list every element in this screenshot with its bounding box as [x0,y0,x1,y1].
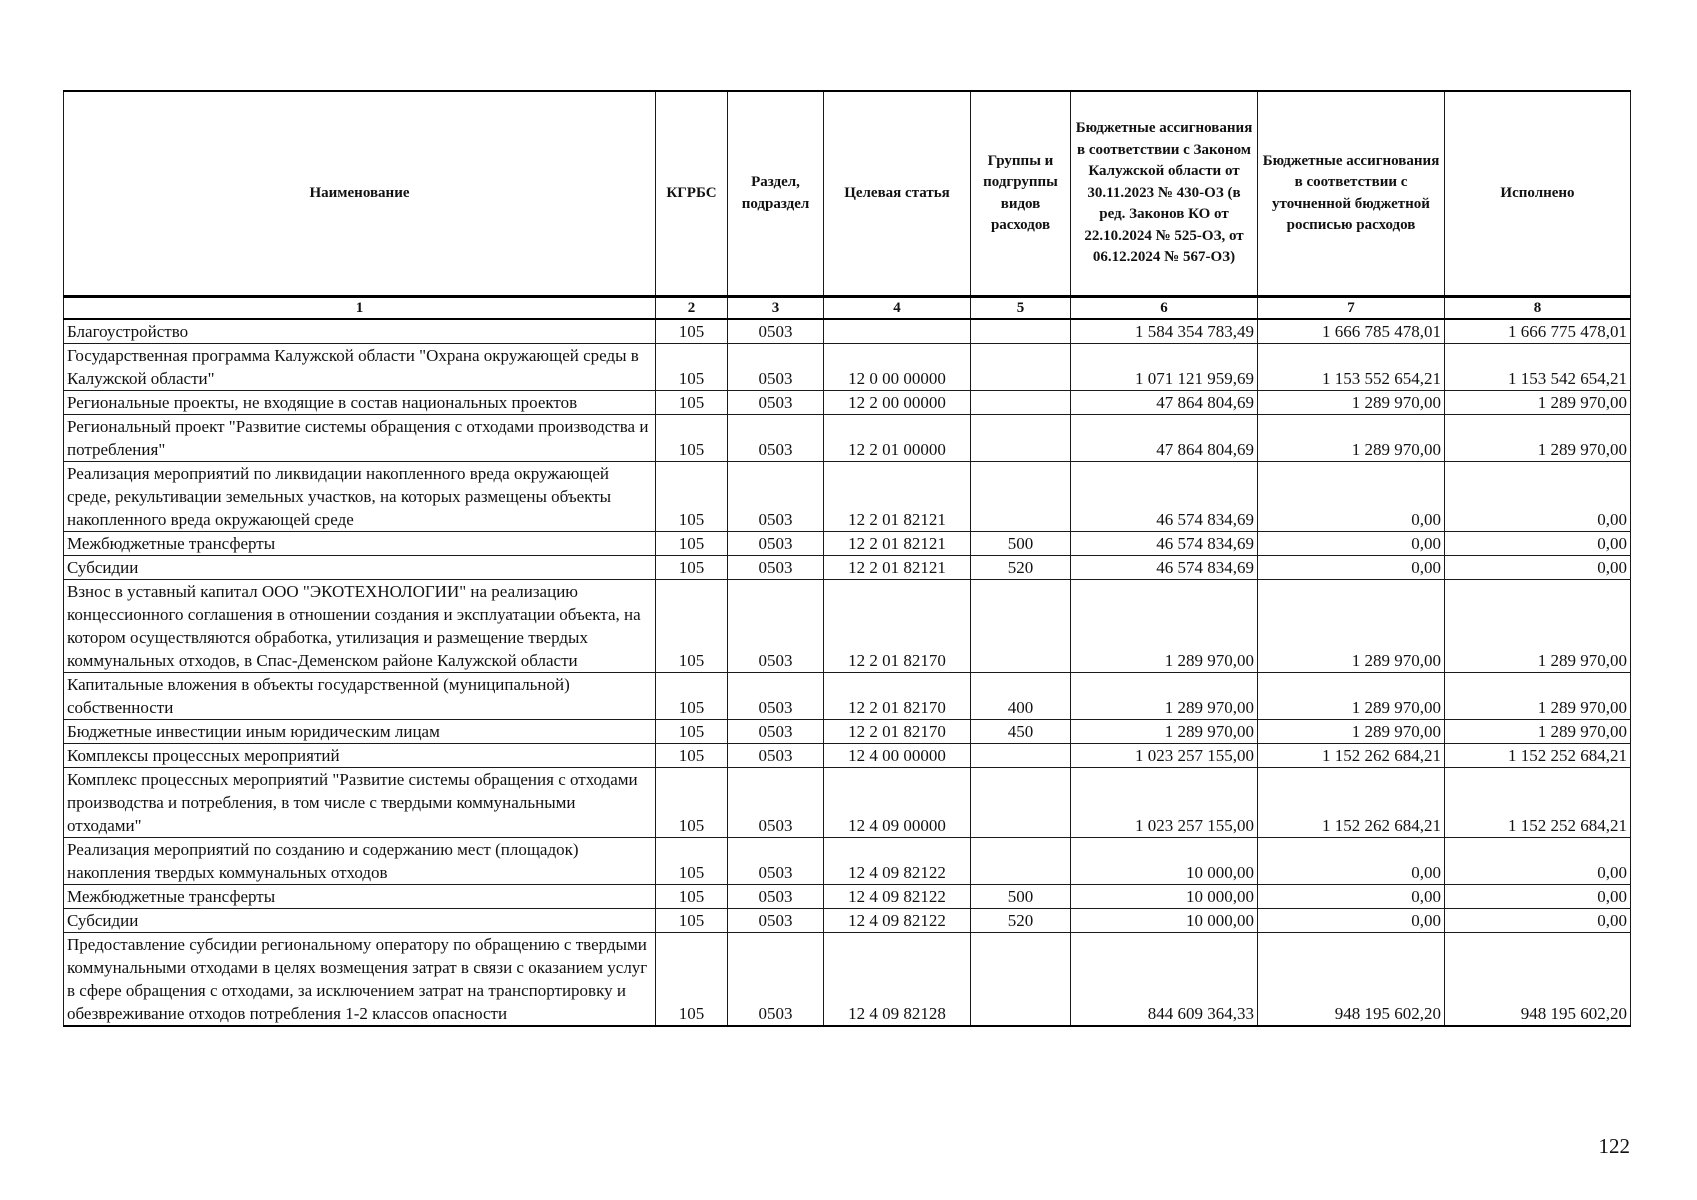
cell-refined-allocation: 1 289 970,00 [1258,580,1445,673]
cell-name: Комплексы процессных мероприятий [64,744,656,768]
table-row [64,532,1631,556]
header-section: Раздел, подраздел [728,91,824,297]
header-kgrbs: КГРБС [656,91,728,297]
cell-group [971,319,1071,344]
cell-law-allocation: 844 609 364,33 [1071,933,1258,1027]
cell-name: Государственная программа Калужской области "Охрана окружающей среды в Калужской области" [64,344,656,391]
cell-refined-allocation: 1 289 970,00 [1258,673,1445,720]
cell-section: 0503 [728,319,824,344]
cell-refined-allocation: 0,00 [1258,532,1445,556]
cell-executed: 0,00 [1445,556,1631,580]
cell-name: Бюджетные инвестиции иным юридическим лицам [64,720,656,744]
cell-target: 12 4 09 82128 [824,933,971,1027]
cell-group: 500 [971,885,1071,909]
cell-law-allocation: 10 000,00 [1071,909,1258,933]
cell-section: 0503 [728,720,824,744]
cell-section: 0503 [728,532,824,556]
cell-law-allocation: 46 574 834,69 [1071,532,1258,556]
cell-executed: 1 289 970,00 [1445,720,1631,744]
column-number: 8 [1445,297,1631,320]
cell-executed: 1 152 252 684,21 [1445,744,1631,768]
cell-kgrbs: 105 [656,744,728,768]
cell-kgrbs: 105 [656,344,728,391]
cell-name: Субсидии [64,909,656,933]
cell-name: Субсидии [64,556,656,580]
cell-target: 12 2 01 82121 [824,532,971,556]
cell-target: 12 4 09 82122 [824,838,971,885]
cell-executed: 948 195 602,20 [1445,933,1631,1027]
cell-name: Реализация мероприятий по созданию и содержанию мест (площадок) накопления твердых коммунальных отходов [64,838,656,885]
column-number: 2 [656,297,728,320]
cell-executed: 0,00 [1445,909,1631,933]
cell-kgrbs: 105 [656,933,728,1027]
table-row [64,415,1631,462]
cell-law-allocation: 10 000,00 [1071,885,1258,909]
cell-law-allocation: 1 023 257 155,00 [1071,744,1258,768]
cell-group [971,580,1071,673]
cell-executed: 0,00 [1445,838,1631,885]
cell-group [971,838,1071,885]
budget-table [63,90,1631,1027]
header-name: Наименование [64,91,656,297]
column-number: 6 [1071,297,1258,320]
cell-law-allocation: 1 289 970,00 [1071,580,1258,673]
cell-group: 520 [971,909,1071,933]
cell-refined-allocation: 948 195 602,20 [1258,933,1445,1027]
cell-kgrbs: 105 [656,319,728,344]
table-body [64,319,1631,1026]
cell-refined-allocation: 1 289 970,00 [1258,415,1445,462]
cell-target: 12 4 09 82122 [824,885,971,909]
header-row [64,91,1631,297]
cell-kgrbs: 105 [656,838,728,885]
cell-executed: 0,00 [1445,462,1631,532]
cell-kgrbs: 105 [656,885,728,909]
table-row [64,768,1631,838]
cell-law-allocation: 1 289 970,00 [1071,720,1258,744]
table-row [64,933,1631,1027]
cell-law-allocation: 1 289 970,00 [1071,673,1258,720]
cell-name: Реализация мероприятий по ликвидации накопленного вреда окружающей среде, рекультивации земельных участков, на которых размещены объекты накопленного вреда окружающей среде [64,462,656,532]
cell-refined-allocation: 0,00 [1258,462,1445,532]
cell-section: 0503 [728,744,824,768]
cell-target: 12 2 01 82170 [824,580,971,673]
cell-kgrbs: 105 [656,462,728,532]
header-executed: Исполнено [1445,91,1631,297]
cell-refined-allocation: 1 152 262 684,21 [1258,744,1445,768]
cell-name: Межбюджетные трансферты [64,532,656,556]
table-row [64,885,1631,909]
cell-law-allocation: 1 071 121 959,69 [1071,344,1258,391]
cell-kgrbs: 105 [656,556,728,580]
cell-kgrbs: 105 [656,580,728,673]
cell-section: 0503 [728,768,824,838]
table-row [64,344,1631,391]
cell-target: 12 2 01 82170 [824,720,971,744]
cell-refined-allocation: 0,00 [1258,909,1445,933]
table-row [64,319,1631,344]
cell-name: Взнос в уставный капитал ООО "ЭКОТЕХНОЛОГИИ" на реализацию концессионного соглашения в отношении создания и эксплуатации объекта, на котором осуществляются обработка, утилизация и размещение твердых коммунальных отходов, в Спас-Деменском районе Калужской области [64,580,656,673]
cell-section: 0503 [728,885,824,909]
cell-group [971,462,1071,532]
cell-name: Предоставление субсидии региональному оператору по обращению с твердыми коммунальными отходами в целях возмещения затрат в связи с оказанием услуг в сфере обращения с отходами, за исключением затрат на транспортировку и обезвреживание отходов потребления 1-2 классов опасности [64,933,656,1027]
cell-name: Региональные проекты, не входящие в состав национальных проектов [64,391,656,415]
cell-kgrbs: 105 [656,720,728,744]
cell-kgrbs: 105 [656,768,728,838]
table-row [64,673,1631,720]
column-number-row [64,297,1631,320]
table-row [64,838,1631,885]
cell-name: Межбюджетные трансферты [64,885,656,909]
cell-name: Региональный проект "Развитие системы обращения с отходами производства и потребления" [64,415,656,462]
cell-target: 12 4 09 82122 [824,909,971,933]
cell-group [971,933,1071,1027]
column-number: 1 [64,297,656,320]
table-row [64,462,1631,532]
cell-section: 0503 [728,580,824,673]
column-number: 3 [728,297,824,320]
cell-section: 0503 [728,933,824,1027]
cell-group: 400 [971,673,1071,720]
table-row [64,720,1631,744]
cell-target: 12 4 09 00000 [824,768,971,838]
cell-law-allocation: 1 584 354 783,49 [1071,319,1258,344]
header-target: Целевая статья [824,91,971,297]
cell-kgrbs: 105 [656,532,728,556]
cell-executed: 1 289 970,00 [1445,580,1631,673]
cell-refined-allocation: 1 152 262 684,21 [1258,768,1445,838]
cell-section: 0503 [728,344,824,391]
cell-target: 12 2 00 00000 [824,391,971,415]
cell-target: 12 4 00 00000 [824,744,971,768]
cell-group [971,344,1071,391]
cell-group: 450 [971,720,1071,744]
cell-refined-allocation: 1 289 970,00 [1258,720,1445,744]
cell-section: 0503 [728,673,824,720]
cell-section: 0503 [728,556,824,580]
column-number: 7 [1258,297,1445,320]
cell-kgrbs: 105 [656,415,728,462]
cell-section: 0503 [728,415,824,462]
cell-refined-allocation: 0,00 [1258,556,1445,580]
table-row [64,744,1631,768]
cell-executed: 1 289 970,00 [1445,673,1631,720]
column-number: 5 [971,297,1071,320]
table-row [64,580,1631,673]
cell-section: 0503 [728,462,824,532]
cell-section: 0503 [728,391,824,415]
table-row [64,909,1631,933]
cell-group [971,391,1071,415]
cell-group [971,415,1071,462]
cell-group [971,744,1071,768]
cell-executed: 1 289 970,00 [1445,415,1631,462]
column-number: 4 [824,297,971,320]
cell-target: 12 0 00 00000 [824,344,971,391]
cell-law-allocation: 47 864 804,69 [1071,415,1258,462]
cell-kgrbs: 105 [656,909,728,933]
cell-section: 0503 [728,909,824,933]
cell-target: 12 2 01 00000 [824,415,971,462]
table-row [64,391,1631,415]
cell-law-allocation: 46 574 834,69 [1071,556,1258,580]
cell-name: Благоустройство [64,319,656,344]
cell-target [824,319,971,344]
cell-law-allocation: 47 864 804,69 [1071,391,1258,415]
cell-executed: 0,00 [1445,532,1631,556]
cell-executed: 1 153 542 654,21 [1445,344,1631,391]
cell-target: 12 2 01 82170 [824,673,971,720]
cell-refined-allocation: 1 289 970,00 [1258,391,1445,415]
cell-name: Капитальные вложения в объекты государственной (муниципальной) собственности [64,673,656,720]
cell-executed: 0,00 [1445,885,1631,909]
cell-law-allocation: 10 000,00 [1071,838,1258,885]
cell-law-allocation: 1 023 257 155,00 [1071,768,1258,838]
header-law-allocations: Бюджетные ассигнования в соответствии с Законом Калужской области от 30.11.2023 № 430-ОЗ (в ред. Законов КО от 22.10.2024 № 525-ОЗ, от 06.12.2024 № 567-ОЗ) [1071,91,1258,297]
cell-target: 12 2 01 82121 [824,556,971,580]
table-row [64,556,1631,580]
cell-executed: 1 666 775 478,01 [1445,319,1631,344]
cell-section: 0503 [728,838,824,885]
cell-kgrbs: 105 [656,391,728,415]
cell-name: Комплекс процессных мероприятий "Развитие системы обращения с отходами производства и потребления, в том числе с твердыми коммунальными отходами" [64,768,656,838]
header-refined-allocations: Бюджетные ассигнования в соответствии с уточненной бюджетной росписью расходов [1258,91,1445,297]
cell-executed: 1 152 252 684,21 [1445,768,1631,838]
cell-kgrbs: 105 [656,673,728,720]
cell-executed: 1 289 970,00 [1445,391,1631,415]
cell-target: 12 2 01 82121 [824,462,971,532]
cell-group: 520 [971,556,1071,580]
cell-law-allocation: 46 574 834,69 [1071,462,1258,532]
page-number: 122 [1598,1134,1630,1158]
cell-group: 500 [971,532,1071,556]
cell-group [971,768,1071,838]
cell-refined-allocation: 1 153 552 654,21 [1258,344,1445,391]
cell-refined-allocation: 0,00 [1258,838,1445,885]
cell-refined-allocation: 1 666 785 478,01 [1258,319,1445,344]
header-groups: Группы и подгруппы видов расходов [971,91,1071,297]
cell-refined-allocation: 0,00 [1258,885,1445,909]
